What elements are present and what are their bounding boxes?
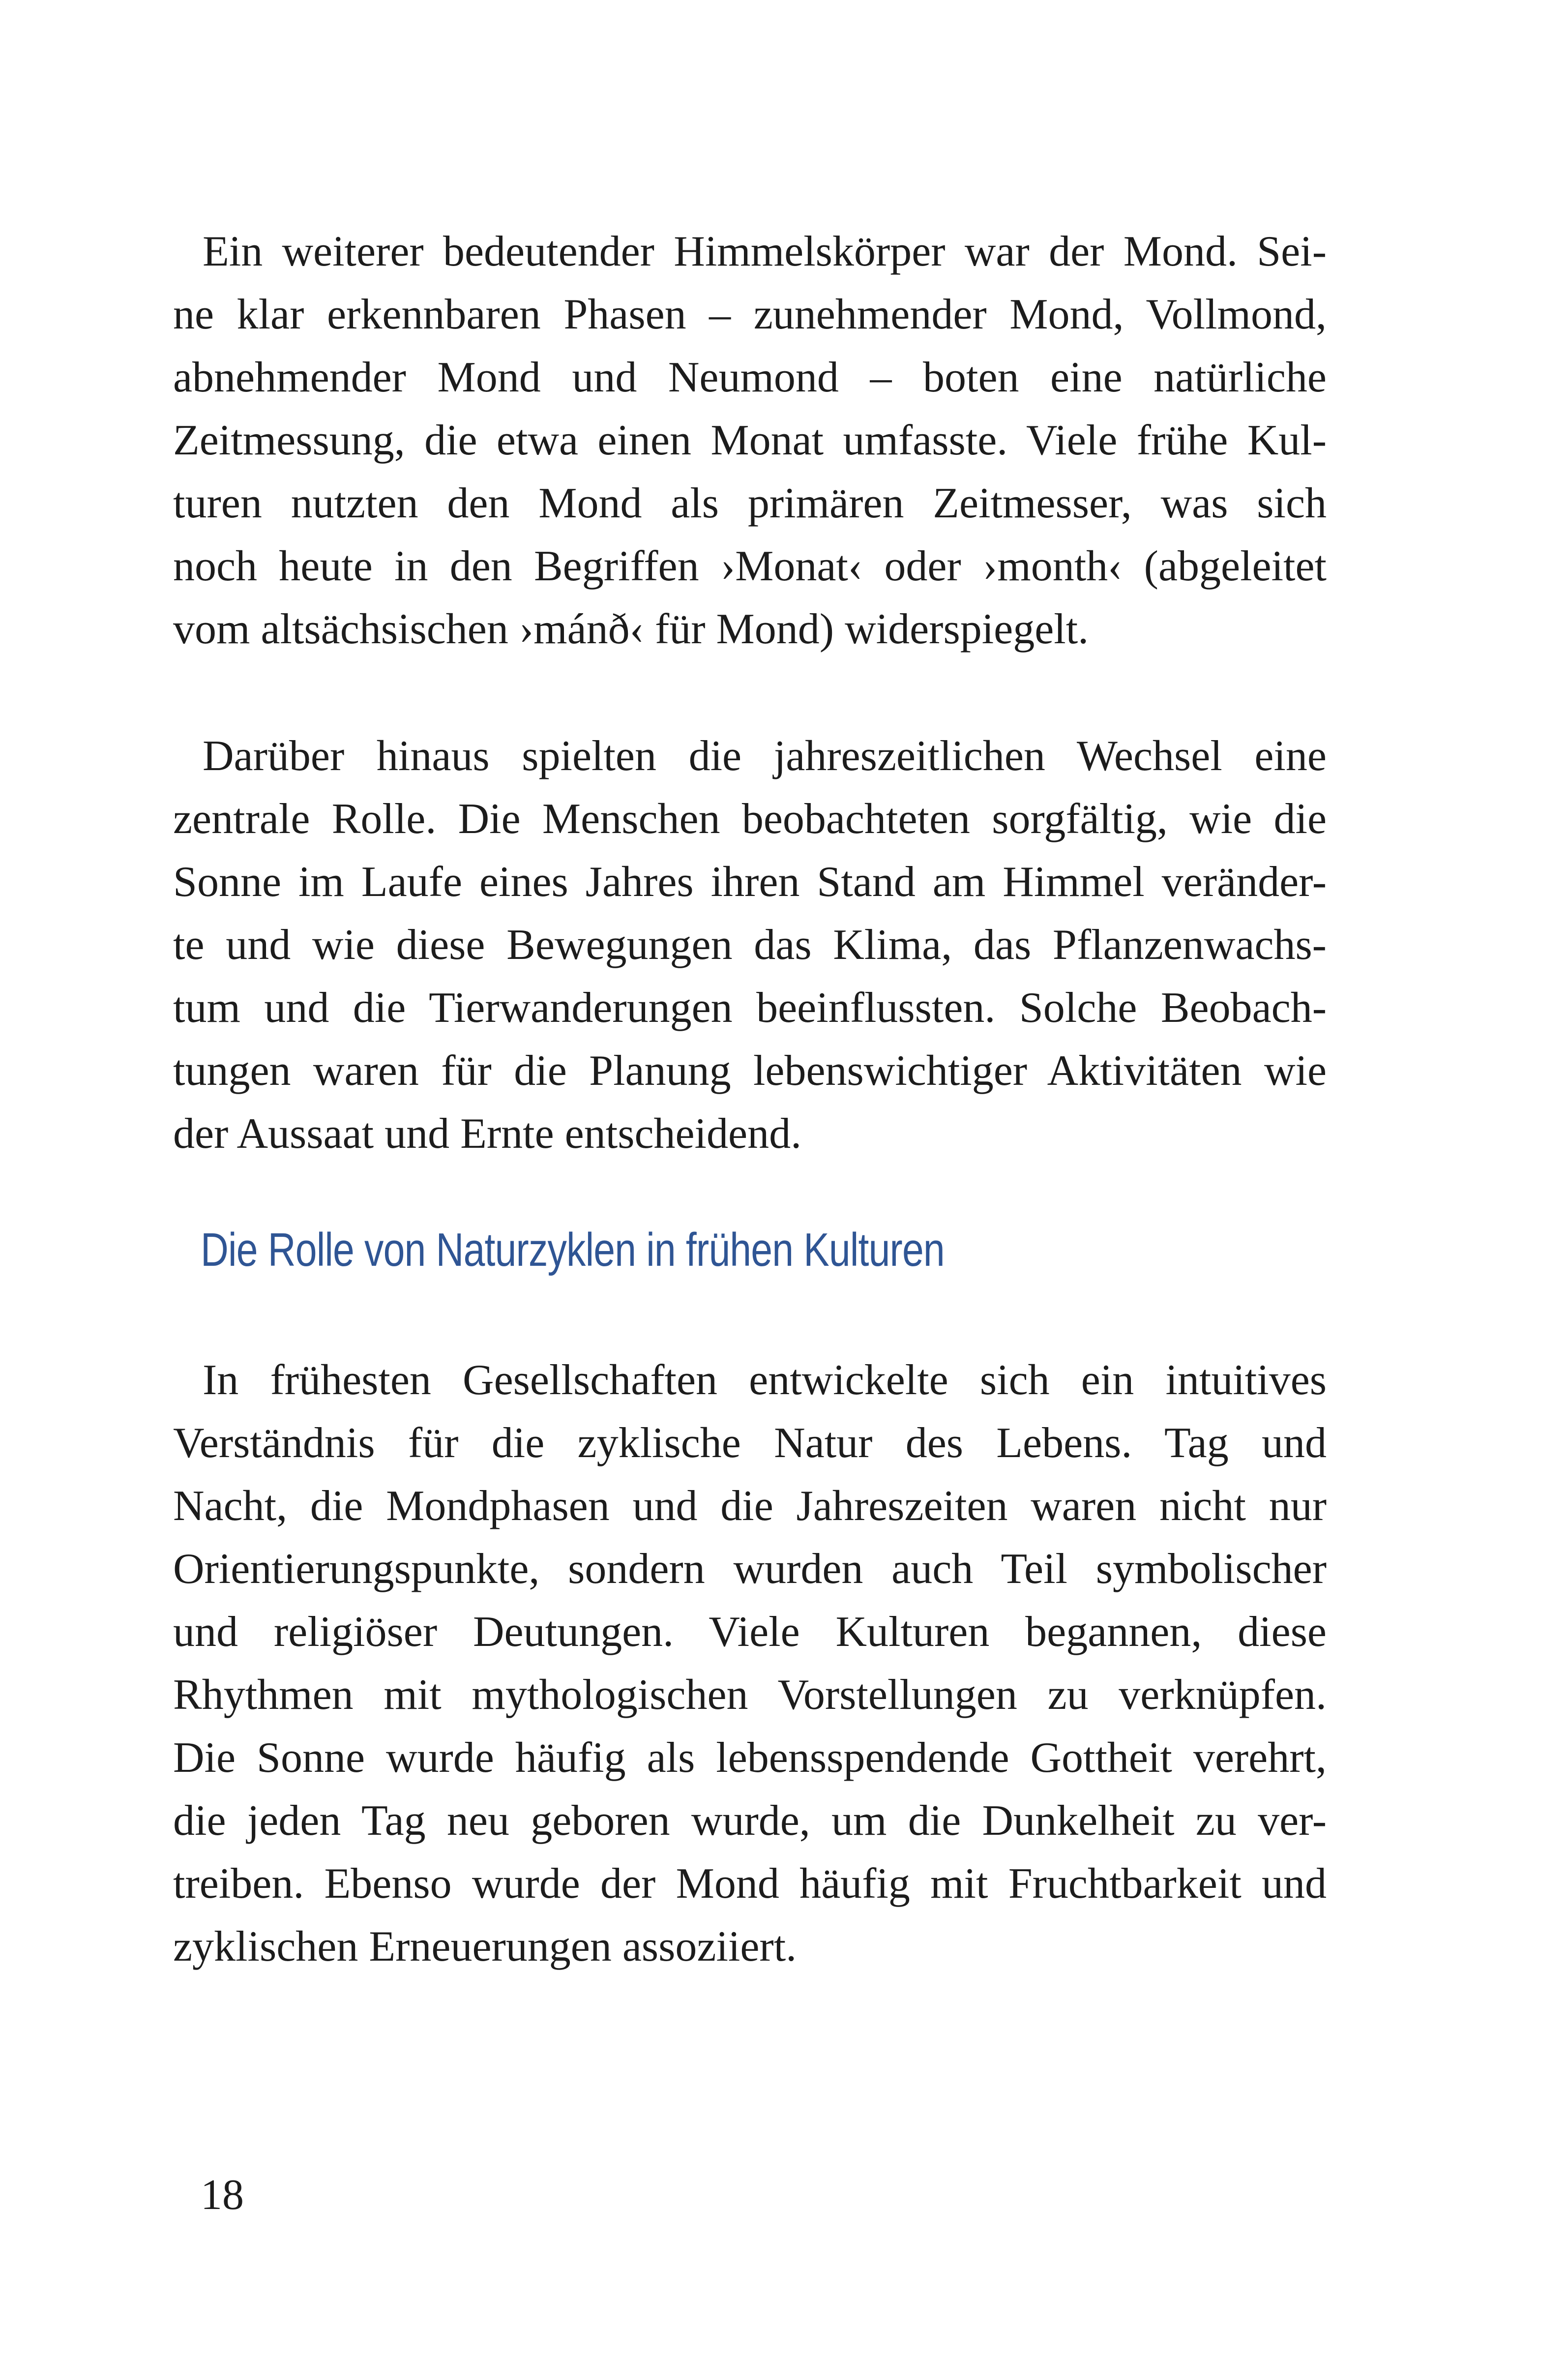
paragraph-line: vom altsächsischen ›mánð‹ für Mond) widerspiegelt. [173, 605, 1089, 653]
paragraph-line: Rhythmen mit mythologischen Vorstellungen zu verknüpfen. [173, 1671, 1327, 1719]
paragraph-line: Ein weiterer bedeutender Himmelskörper war der Mond. Sei- [203, 228, 1327, 275]
paragraph-line: die jeden Tag neu geboren wurde, um die Dunkelheit zu ver- [173, 1797, 1327, 1845]
paragraph-line: Zeitmessung, die etwa einen Monat umfasste. Viele frühe Kul- [173, 417, 1327, 464]
paragraph-cultures [173, 1349, 1327, 1978]
paragraph-line: Sonne im Laufe eines Jahres ihren Stand am Himmel veränder- [173, 858, 1327, 906]
paragraph-line: Die Sonne wurde häufig als lebensspendende Gottheit verehrt, [173, 1734, 1327, 1782]
paragraph-line: zentrale Rolle. Die Menschen beobachteten sorgfältig, wie die [173, 795, 1327, 843]
paragraph-line: Darüber hinaus spielten die jahreszeitlichen Wechsel eine [203, 732, 1327, 780]
paragraph-line: noch heute in den Begriffen ›Monat‹ oder ›month‹ (abgeleitet [173, 542, 1327, 590]
paragraph-line: treiben. Ebenso wurde der Mond häufig mit Fruchtbarkeit und [173, 1860, 1327, 1908]
paragraph-line: Orientierungspunkte, sondern wurden auch Teil symbolischer [173, 1545, 1327, 1593]
paragraph-line: Verständnis für die zyklische Natur des Lebens. Tag und [173, 1419, 1327, 1467]
paragraph-line: abnehmender Mond und Neumond – boten eine natürliche [173, 354, 1327, 401]
paragraph-line: und religiöser Deutungen. Viele Kulturen begannen, diese [173, 1608, 1327, 1656]
paragraph-line: ne klar erkennbaren Phasen – zunehmender Mond, Vollmond, [173, 291, 1327, 338]
paragraph-line: Nacht, die Mondphasen und die Jahreszeiten waren nicht nur [173, 1482, 1327, 1530]
paragraph-line: turen nutzten den Mond als primären Zeitmesser, was sich [173, 479, 1327, 527]
paragraph-line: tungen waren für die Planung lebenswichtiger Aktivitäten wie [173, 1047, 1327, 1095]
paragraph-seasons [173, 725, 1327, 1165]
section-heading: Die Rolle von Naturzyklen in frühen Kulturen [201, 1224, 945, 1276]
paragraph-moon [173, 220, 1327, 661]
paragraph-line: zyklischen Erneuerungen assoziiert. [173, 1923, 797, 1970]
paragraph-line: der Aussaat und Ernte entscheidend. [173, 1110, 802, 1158]
paragraph-line: tum und die Tierwanderungen beeinflussten. Solche Beobach- [173, 984, 1327, 1032]
page-number: 18 [201, 2171, 244, 2219]
paragraph-line: te und wie diese Bewegungen das Klima, das Pflanzenwachs- [173, 921, 1327, 969]
paragraph-line: In frühesten Gesellschaften entwickelte sich ein intuitives [203, 1356, 1327, 1404]
